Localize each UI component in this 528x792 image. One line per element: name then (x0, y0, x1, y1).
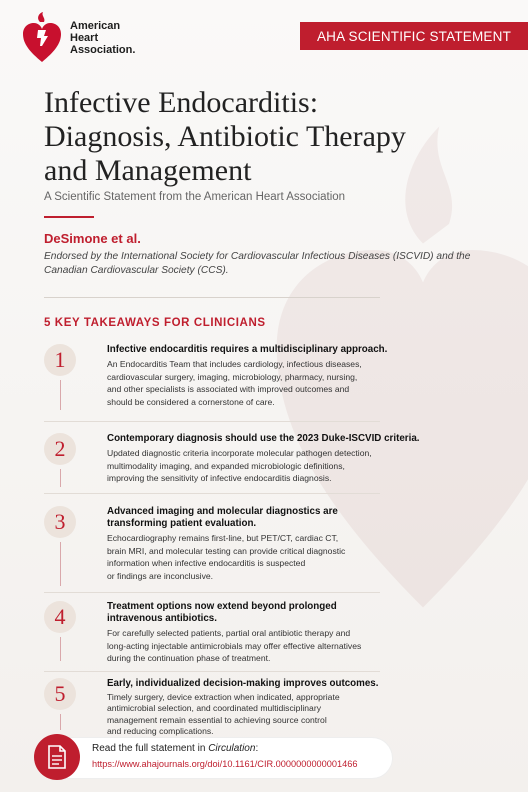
heart-torch-logo-icon (20, 12, 64, 64)
takeaway-number: 1 (44, 344, 76, 376)
takeaway-body (107, 506, 467, 582)
takeaway-separator (44, 592, 380, 593)
takeaway-heading-line: intravenous antibiotics. (107, 613, 217, 624)
takeaway-heading (107, 344, 467, 356)
takeaway-connector (60, 637, 61, 661)
logo-line: American (70, 20, 121, 32)
read-full-statement-callout[interactable] (38, 738, 392, 778)
statement-badge: AHA SCIENTIFIC STATEMENT (300, 22, 528, 50)
read-suffix: : (255, 743, 259, 754)
takeaway-connector (60, 469, 61, 487)
takeaway-separator (44, 493, 380, 494)
takeaway-description-line: Updated diagnostic criteria incorporate molecular pathogen detection, (107, 448, 372, 458)
takeaway-connector (60, 380, 61, 410)
statement-link[interactable]: https://www.ahajournals.org/doi/10.1161/CIR.0000000000001466 (92, 759, 358, 769)
takeaway-description-line: long-acting injectable antimicrobials may offer effective alternatives (107, 640, 362, 651)
takeaway-description (107, 358, 467, 408)
endorsement-text: Endorsed by the International Society for Cardiovascular Infectious Diseases (ISCVID) and the Canadian Cardiovascular Society (CCS). (44, 251, 471, 276)
takeaway-description-line: improving the sensitivity of infective endocarditis diagnosis. (107, 473, 332, 484)
title-line: Infective Endocarditis: (44, 86, 319, 119)
title-line: and Management (44, 154, 252, 187)
takeaway-separator (44, 671, 380, 672)
takeaway-heading-line: Infective endocarditis requires a multidisciplinary approach. (107, 344, 388, 355)
takeaway-description-line: brain MRI, and molecular testing can provide critical diagnostic (107, 545, 346, 556)
takeaway-number: 5 (44, 678, 76, 710)
takeaway-description-line: An Endocarditis Team that includes cardiology, infectious diseases, (107, 359, 362, 369)
takeaway-heading-line: Advanced imaging and molecular diagnostics are (107, 506, 338, 517)
takeaway-connector (60, 714, 61, 730)
subtitle: A Scientific Statement from the American Heart Association (44, 191, 346, 203)
takeaway-description-line: For carefully selected patients, partial oral antibiotic therapy and (107, 628, 351, 638)
takeaway-description (107, 692, 467, 738)
authors: DeSimone et al. (44, 231, 141, 246)
logo-line: Association. (70, 44, 136, 56)
takeaway-description-line: information when infective endocarditis is suspected (107, 558, 306, 569)
takeaways-heading: 5 KEY TAKEAWAYS FOR CLINICIANS (44, 317, 266, 329)
takeaway-heading-line: Contemporary diagnosis should use the 2023 Duke-ISCVID criteria. (107, 433, 420, 444)
document-icon-circle (34, 734, 80, 780)
takeaway-body (107, 678, 467, 738)
aha-logo (20, 12, 135, 64)
takeaway-number: 2 (44, 433, 76, 465)
takeaway-heading-line: transforming patient evaluation. (107, 518, 257, 529)
takeaway-description-line: multimodality imaging, and expanded microbiologic definitions, (107, 460, 345, 471)
document-icon (47, 745, 67, 769)
logo-line: Heart (70, 32, 99, 44)
takeaway-connector (60, 542, 61, 586)
takeaway-heading-line: Treatment options now extend beyond prolonged (107, 601, 337, 612)
takeaway-heading-line: Early, individualized decision-making improves outcomes. (107, 678, 379, 689)
takeaway-description-line: should be considered a cornerstone of care. (107, 396, 275, 407)
takeaway-description (107, 532, 467, 582)
takeaway-description-line: and other specialists is associated with improved outcomes and (107, 384, 350, 395)
takeaway-heading (107, 506, 467, 530)
takeaway-heading (107, 433, 467, 445)
takeaway-description-line: or findings are inconclusive. (107, 570, 214, 581)
title-line: Diagnosis, Antibiotic Therapy (44, 120, 406, 153)
accent-rule (44, 216, 94, 218)
page-title (44, 86, 484, 188)
takeaway-description-line: cardiovascular surgery, imaging, microbiology, pharmacy, nursing, (107, 371, 358, 382)
takeaway-heading (107, 601, 467, 625)
read-prefix: Read the full statement in (92, 743, 209, 754)
takeaway-heading (107, 678, 467, 690)
takeaway-description (107, 447, 467, 485)
takeaway-description-line: and reducing complications. (107, 726, 214, 737)
takeaway-description-line: antimicrobial selection, and coordinated multidisciplinary (107, 703, 321, 714)
takeaway-body (107, 344, 467, 408)
takeaway-number: 4 (44, 601, 76, 633)
takeaway-number: 3 (44, 506, 76, 538)
takeaway-body (107, 433, 467, 485)
read-statement-text (92, 743, 258, 754)
logo-wordmark (70, 20, 135, 56)
takeaway-description-line: management remain essential to achieving source control (107, 714, 327, 725)
takeaway-description (107, 627, 467, 665)
takeaway-separator (44, 421, 380, 422)
takeaway-body (107, 601, 467, 665)
takeaway-description-line: during the continuation phase of treatment. (107, 653, 271, 664)
section-divider (44, 297, 380, 298)
takeaway-description-line: Echocardiography remains first-line, but PET/CT, cardiac CT, (107, 533, 339, 543)
journal-name: Circulation (208, 743, 256, 754)
takeaway-description-line: Timely surgery, device extraction when indicated, appropriate (107, 692, 340, 702)
